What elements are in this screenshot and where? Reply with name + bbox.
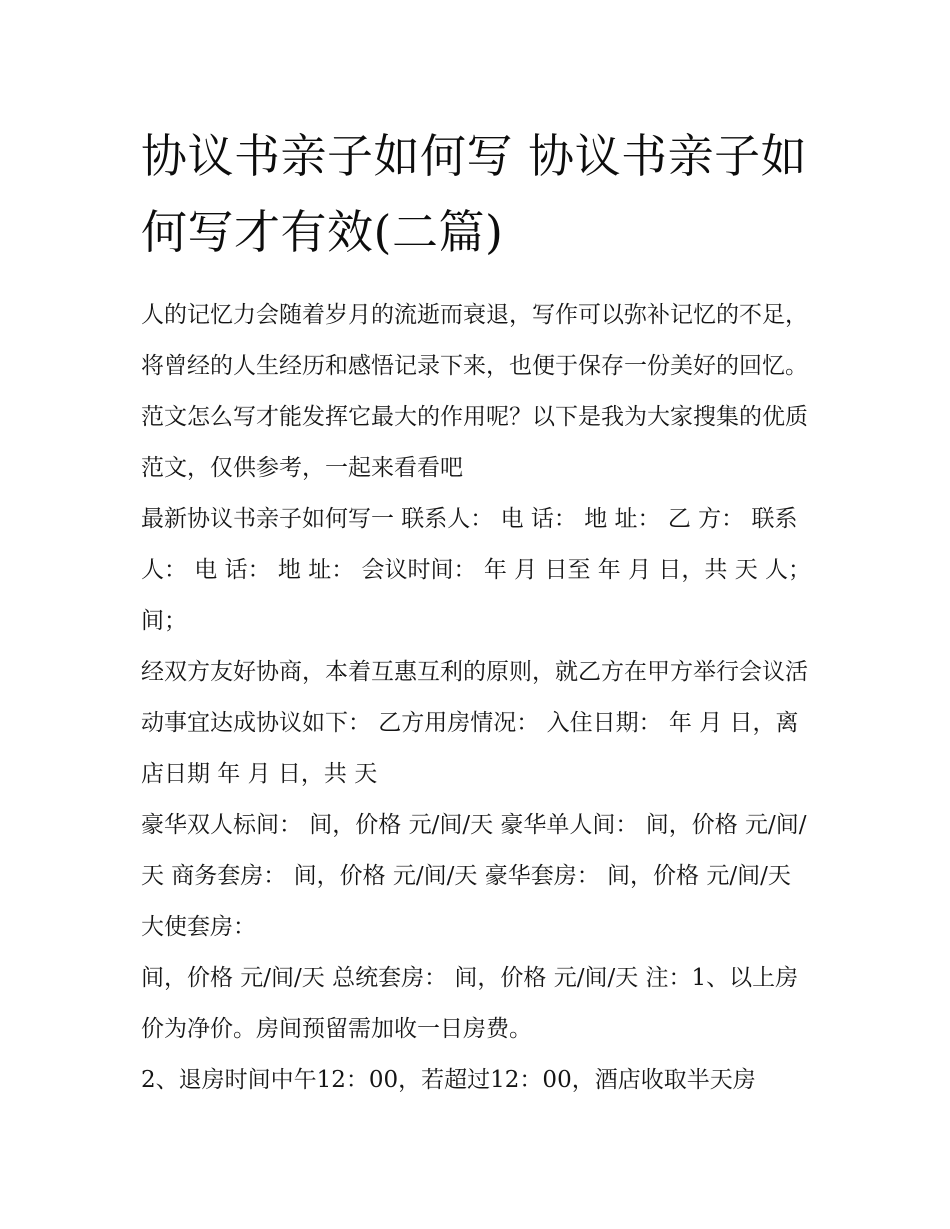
paragraph-checkout: 2、退房时间中午12：00，若超过12：00，酒店收取半天房 [141, 1067, 756, 1093]
paragraph-room-notes: 间，价格 元/间/天 总统套房： 间，价格 元/间/天 注：1、以上房价为净价。房间预留需加收一日房费。 [141, 965, 799, 1042]
paragraph-room-prices: 豪华双人标间： 间，价格 元/间/天 豪华单人间： 间，价格 元/间/天 商务套房： 间，价格 元/间/天 豪华套房： 间，价格 元/间/天 大使套房： [141, 812, 807, 940]
document-title: 协议书亲子如何写 协议书亲子如何写才有效(二篇) [141, 129, 808, 259]
document-content [141, 118, 819, 1106]
document-body [141, 290, 819, 1106]
paragraph-agreement: 经双方友好协商，本着互惠互利的原则，就乙方在甲方举行会议活动事宜达成协议如下： 乙方用房情况： 入住日期： 年 月 日，离店日期 年 月 日，共 天 [141, 659, 808, 787]
paragraph-contacts: 最新协议书亲子如何写一 联系人： 电 话： 地 址： 乙 方： 联系人： 电 话： 地 址： 会议时间： 年 月 日至 年 月 日，共 天 人； 间； [141, 506, 819, 634]
paragraph-intro: 人的记忆力会随着岁月的流逝而衰退，写作可以弥补记忆的不足，将曾经的人生经历和感悟记录下来，也便于保存一份美好的回忆。范文怎么写才能发挥它最大的作用呢？以下是我为大家搜集的优质范文，仅供参考，一起来看看吧 [141, 302, 808, 481]
